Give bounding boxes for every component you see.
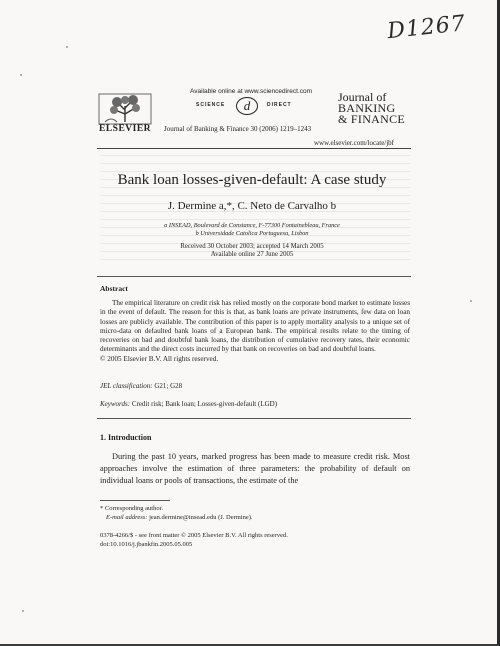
journal-title-line2: BANKING — [338, 101, 396, 115]
jel-value: G21; G28 — [154, 382, 183, 390]
article-authors: J. Dermine a,*, C. Neto de Carvalho b — [167, 200, 337, 212]
keywords-label: Keywords: — [100, 400, 131, 408]
footnote-corresponding: * Corresponding author. — [100, 505, 164, 512]
online-date: Available online 27 June 2005 — [210, 251, 294, 258]
header-divider — [97, 148, 411, 149]
abstract-text: The empirical literature on credit risk has relied mostly on the corporate bond market to estimate losses in the event of default. The reason for this is that, as bank loans are private instruments, few data on loan losses are publicly available. The contribution of this paper is to apply mortality analysis to a unique set of micro-data on defaulted bank loans of a European bank. The empirical results relate to the timing of recoveries on bad and doubtful bank loans, the distribution of cumulative recovery rates, their economic determinants and the direct costs incurred by that bank on recoveries on bad and doubtful loans. — [100, 299, 410, 354]
journal-title-line1: Journal of — [338, 90, 387, 104]
email-value: jean.dermine@insead.edu (J. Dermine). — [149, 514, 253, 521]
abstract-heading: Abstract — [100, 284, 128, 293]
abstract-top-rule — [97, 276, 411, 277]
scan-speck — [20, 74, 22, 76]
journal-url: www.elsevier.com/locate/jbf — [314, 139, 395, 147]
footnote-email — [106, 514, 253, 521]
sd-right-text: DIRECT — [267, 102, 292, 108]
jel-label: JEL classification: — [100, 382, 153, 390]
keywords-value: Credit risk; Bank loan; Losses-given-default (LGD) — [131, 400, 278, 408]
journal-title-block — [338, 92, 418, 125]
issn-line: 0378-4266/$ - see front matter © 2005 Elsevier B.V. All rights reserved. — [100, 532, 288, 539]
handwritten-mark: D1267 — [386, 11, 468, 45]
scan-speck — [66, 46, 68, 48]
journal-citation: Journal of Banking & Finance 30 (2006) 1219–1243 — [164, 125, 312, 133]
article-title: Bank loan losses-given-default: A case study — [117, 172, 387, 188]
available-online-line: Available online at www.sciencedirect.com — [190, 88, 312, 95]
journal-title-line3: & FINANCE — [338, 112, 406, 126]
abstract-copyright: © 2005 Elsevier B.V. All rights reserved. — [100, 354, 219, 363]
affiliation-a: a INSEAD, Boulevard de Constance, F-77300 Fontainebleau, France — [164, 222, 340, 229]
elsevier-tree-logo — [97, 92, 157, 144]
affiliation-b: b Universidade Catolica Portuguesa, Lisbon — [195, 230, 309, 237]
keywords — [100, 400, 277, 408]
sciencedirect-logo — [196, 97, 316, 115]
scan-speck — [22, 610, 24, 612]
section-heading-introduction: 1. Introduction — [100, 433, 152, 442]
received-dates: Received 30 October 2003; accepted 14 March 2005 — [180, 243, 324, 250]
footnote-rule — [100, 500, 170, 501]
abstract-body — [100, 299, 410, 364]
email-label: E-mail address: — [106, 514, 148, 521]
sd-circle-icon: d — [236, 97, 258, 115]
abstract-bottom-rule — [97, 418, 411, 419]
publisher-name: ELSEVIER — [99, 124, 152, 134]
doi-line: doi:10.1016/j.jbankfin.2005.05.005 — [100, 541, 193, 548]
scan-speck — [470, 300, 472, 302]
introduction-body: During the past 10 years, marked progress has been made to measure credit risk. Most approaches involve the estimation of three parameters: the probability of default on individual loans or pools of transactions, the estimate of the — [100, 452, 410, 485]
jel-classification — [100, 382, 182, 390]
sd-left-text: SCIENCE — [196, 102, 226, 108]
